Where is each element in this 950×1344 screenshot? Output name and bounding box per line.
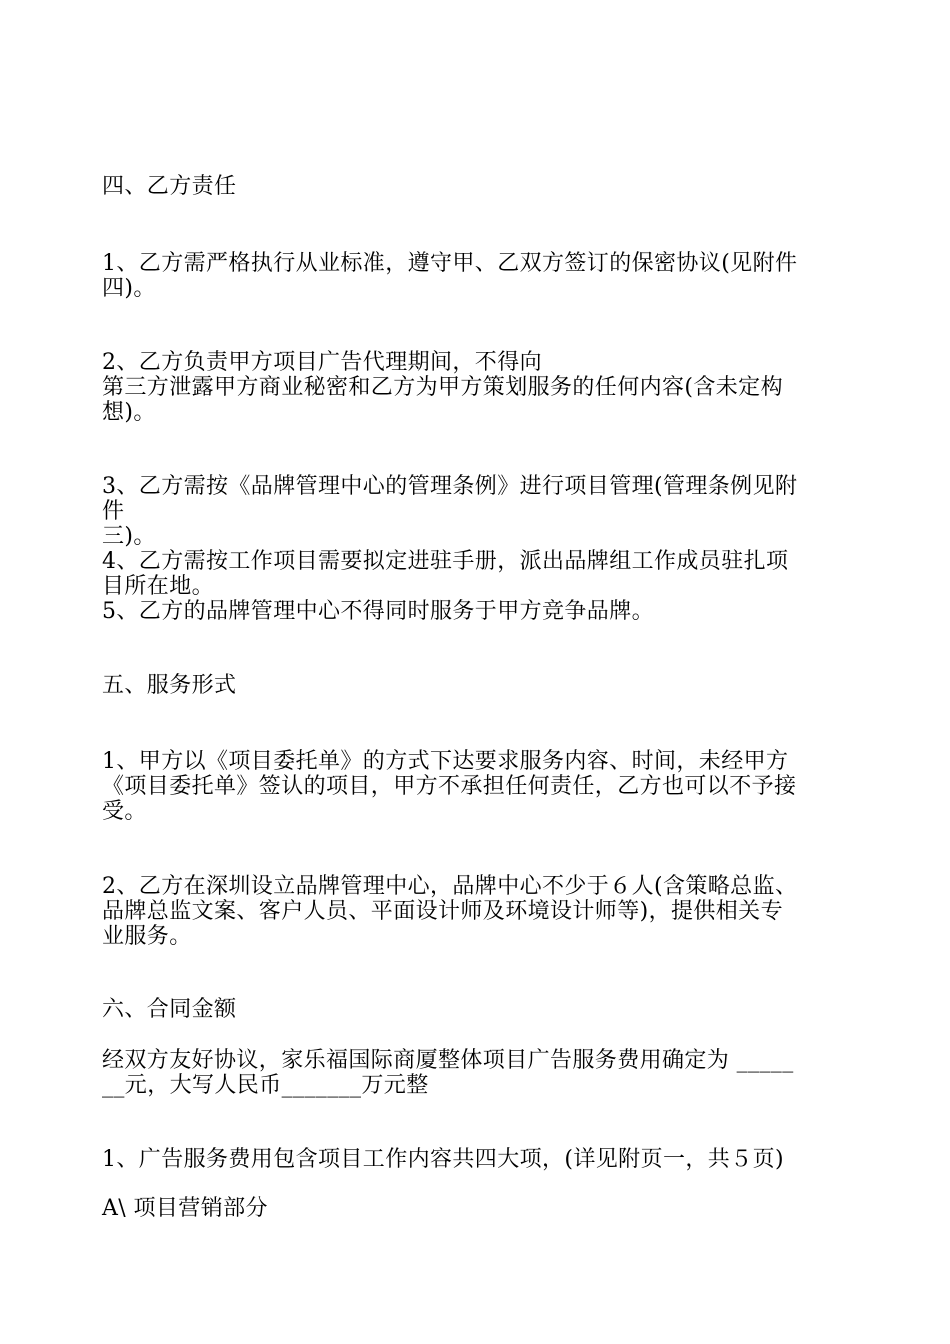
clause-5-1-line-3: 受。 [102,799,147,824]
clause-4-4-line-1: 4、乙方需按工作项目需要拟定进驻手册，派出品牌组工作成员驻扎项 [102,549,789,574]
clause-4-3-line-2: 件 [102,499,125,524]
amount-paragraph-line-2: __元，大写人民币_______万元整 [102,1073,429,1098]
clause-4-3-line-3: 三)。 [102,524,156,549]
clause-4-3-line-1: 3、乙方需按《品牌管理中心的管理条例》进行项目管理(管理条例见附 [102,474,798,499]
clause-4-1-line-2: 四)。 [102,276,156,301]
clause-5-2-line-2: 品牌总监文案、客户人员、平面设计师及环境设计师等)，提供相关专 [102,899,783,924]
clause-5-2-line-3: 业服务。 [102,924,192,949]
clause-5-2-line-1: 2、乙方在深圳设立品牌管理中心，品牌中心不少于６人(含策略总监、 [102,874,798,899]
clause-4-2-line-3: 想)。 [102,400,156,425]
clause-5-1-line-2: 《项目委托单》签认的项目，甲方不承担任何责任，乙方也可以不予接 [102,774,797,799]
clause-4-2-line-1: 2、乙方负责甲方项目广告代理期间，不得向 [102,350,542,375]
section-heading-4: 四、乙方责任 [102,174,237,199]
clause-4-4-line-2: 目所在地。 [102,574,215,599]
clause-4-2-line-2: 第三方泄露甲方商业秘密和乙方为甲方策划服务的任何内容(含未定构 [102,375,783,400]
clause-4-5-line-1: 5、乙方的品牌管理中心不得同时服务于甲方竞争品牌。 [102,599,654,624]
amount-paragraph-line-1: 经双方友好协议，家乐福国际商厦整体项目广告服务费用确定为 _____ [102,1048,794,1073]
clause-5-1-line-1: 1、甲方以《项目委托单》的方式下达要求服务内容、时间，未经甲方 [102,749,789,774]
section-heading-5: 五、服务形式 [102,673,237,698]
clause-4-1-line-1: 1、乙方需严格执行从业标准，遵守甲、乙双方签订的保密协议(见附件 [102,251,798,276]
section-heading-6: 六、合同金额 [102,997,237,1022]
clause-6-1-line-1: 1、广告服务费用包含项目工作内容共四大项，(详见附页一，共５页) [102,1147,784,1172]
sub-item-a: A\ 项目营销部分 [102,1196,268,1221]
